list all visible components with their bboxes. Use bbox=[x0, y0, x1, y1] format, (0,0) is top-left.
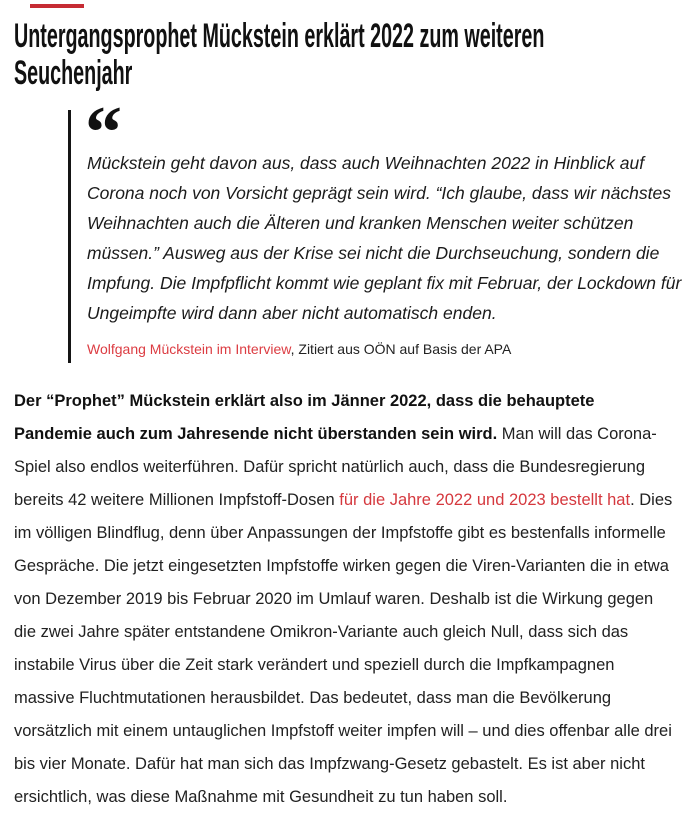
attribution-source-link[interactable]: Wolfgang Mückstein im Interview bbox=[87, 341, 291, 357]
blockquote bbox=[68, 92, 682, 363]
paragraph-text-after-link: . Dies im völligen Blindflug, denn über Anpassungen der Impfstoffe gibt es bestenfalls informelle Gespräche. Die jetzt eingesetzten Impfstoffe wirken gegen die Viren-Varianten die in etwa von Dezember 2019 bis Februar 2020 im Umlauf waren. Deshalb ist die Wirkung gegen die zwei Jahre später entstandene Omikron-Variante auch gleich Null, dass sich das instabile Virus über die Zeit stark verändert und speziell durch die Impfkampagnen massive Fluchtmutationen herausbildet. Das bedeutet, dass man die Bevölkerung vorsätzlich mit einem untauglichen Impfstoff weiter impfen will – und dies offenbar alle drei bis vier Monate. Dafür hat man sich das Impfzwang-Gesetz gebastelt. Es ist aber nicht ersichtlich, was diese Maßnahme mit Gesundheit zu tun haben soll. bbox=[14, 491, 673, 806]
paragraph-text-before-link: Man will das Corona-Spiel also endlos weiterführen. Dafür spricht natürlich auch, dass die Bundesregierung bereits 42 weitere Millionen Impfstoff-Dosen bbox=[14, 425, 657, 509]
page-title-line-1: Untergangsprophet Mückstein erklärt 2022 zum weiteren bbox=[14, 17, 545, 55]
inline-article-link[interactable]: für die Jahre 2022 und 2023 bestellt hat bbox=[339, 491, 631, 509]
page-title bbox=[14, 17, 545, 92]
reading-progress-bar bbox=[30, 4, 84, 8]
quote-attribution bbox=[87, 340, 660, 359]
double-quote-icon: “ bbox=[85, 92, 118, 174]
quote-icon bbox=[85, 92, 660, 174]
page-title-line-2: Seuchenjahr bbox=[14, 54, 133, 92]
quote-text: Mückstein geht davon aus, dass auch Weihnachten 2022 in Hinblick auf Corona noch von Vorsicht geprägt sein wird. “Ich glaube, dass wir nächstes Weihnachten auch die Älteren und kranken Menschen weiter schützen müssen.” Ausweg aus der Krise sei nicht die Durchseuchung, sondern die Impfung. Die Impfpflicht kommt wie geplant fix mit Februar, der Lockdown für Ungeimpfte wird dann aber nicht automatisch enden. bbox=[87, 153, 682, 323]
paragraph-bold-intro: Der “Prophet” Mückstein erklärt also im Jänner 2022, dass die behauptete Pandemie auch zum Jahresende nicht überstanden sein wird. bbox=[14, 392, 595, 443]
attribution-source-rest: , Zitiert aus OÖN auf Basis der APA bbox=[290, 341, 512, 357]
article-paragraph bbox=[14, 385, 673, 814]
